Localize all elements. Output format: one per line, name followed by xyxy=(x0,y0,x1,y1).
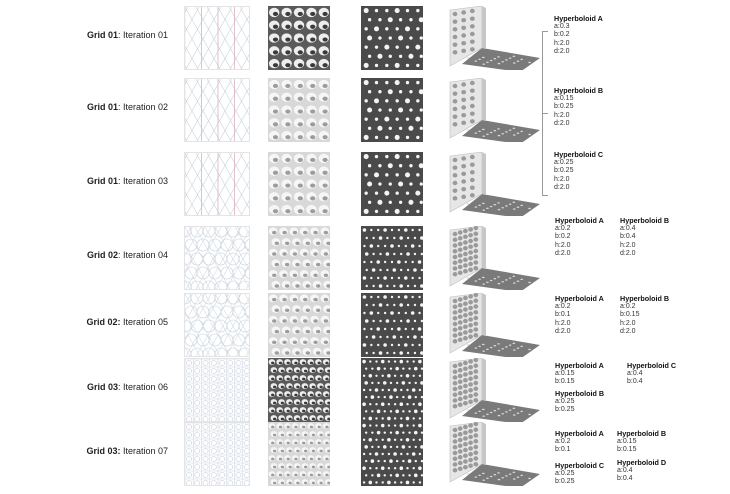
grid-pattern-image-svg xyxy=(185,423,250,486)
hyperboloid-param-value: a:0.2 xyxy=(555,303,571,311)
perforation-pattern-image-svg xyxy=(361,152,423,216)
hyperboloid-params xyxy=(555,362,604,387)
hyperboloid-param-value: b:0.15 xyxy=(555,378,575,386)
hyperboloid-param-value: a:0.4 xyxy=(620,225,636,233)
iteration-name: : Iteration 04 xyxy=(117,250,168,260)
hyperboloid-param-value: a:0.2 xyxy=(620,303,636,311)
hyperboloid-param-value: a:0.4 xyxy=(627,370,643,378)
hyperboloid-name: Hyperboloid A xyxy=(555,216,604,225)
perforation-pattern-image xyxy=(361,152,423,216)
hyperboloid-name: Hyperboloid D xyxy=(617,458,667,467)
row-label xyxy=(0,176,168,186)
grid-name: Grid 01 xyxy=(86,176,118,186)
hyperboloid-name: Hyperboloid C xyxy=(555,461,605,470)
hyperboloid-param-value: d:2.0 xyxy=(554,183,570,191)
hyperboloid-name: Hyperboloid A xyxy=(555,361,604,370)
perforation-pattern-image xyxy=(361,78,423,142)
perspective-render-image-svg xyxy=(448,226,540,290)
iteration-row xyxy=(0,6,730,70)
surface-render-image-svg xyxy=(268,358,330,422)
perspective-render-image-svg xyxy=(448,6,540,70)
hyperboloid-params xyxy=(555,430,604,455)
iteration-name: : Iteration 02 xyxy=(117,102,168,112)
hyperboloid-param-value: d:2.0 xyxy=(620,327,636,335)
perspective-render-image xyxy=(448,293,540,357)
perspective-render-image xyxy=(448,78,540,142)
iteration-name: : Iteration 06 xyxy=(117,382,168,392)
hyperboloid-param-value: b:0.1 xyxy=(555,311,571,319)
hyperboloid-param-value: a:0.4 xyxy=(617,467,633,475)
bracket-tick xyxy=(542,195,548,196)
hyperboloid-params xyxy=(554,87,603,128)
perspective-render-image xyxy=(448,226,540,290)
hyperboloid-name: Hyperboloid B xyxy=(555,389,605,398)
grid-name: Grid 03 xyxy=(86,382,118,392)
hyperboloid-name: Hyperboloid A xyxy=(555,294,604,303)
bracket-tick xyxy=(542,113,548,114)
hyperboloid-param-value: a:0.2 xyxy=(555,225,571,233)
perforation-pattern-image xyxy=(361,293,423,357)
perforation-pattern-image xyxy=(361,226,423,290)
iteration-name: : Iteration 03 xyxy=(117,176,168,186)
hyperboloid-param-value: b:0.4 xyxy=(617,475,633,483)
hyperboloid-name: Hyperboloid C xyxy=(554,150,604,159)
grid-pattern-image-svg xyxy=(185,359,250,422)
iteration-row xyxy=(0,78,730,142)
hyperboloid-params xyxy=(555,295,604,336)
hyperboloid-params xyxy=(617,459,666,484)
hyperboloid-param-value: b:0.2 xyxy=(554,31,570,39)
hyperboloid-param-value: a:0.25 xyxy=(555,470,575,478)
grid-pattern-image xyxy=(184,152,250,216)
hyperboloid-params xyxy=(627,362,676,387)
hyperboloid-name: Hyperboloid B xyxy=(554,86,604,95)
perforation-pattern-image xyxy=(361,358,423,422)
surface-render-image xyxy=(268,358,330,422)
hyperboloid-param-value: a:0.15 xyxy=(554,95,574,103)
grid-name: Grid 03: xyxy=(86,446,121,456)
perforation-pattern-image-svg xyxy=(361,422,423,486)
perspective-render-image xyxy=(448,152,540,216)
hyperboloid-param-value: b:0.2 xyxy=(555,233,571,241)
perspective-render-image-svg xyxy=(448,152,540,216)
hyperboloid-name: Hyperboloid C xyxy=(627,361,677,370)
hyperboloid-params xyxy=(620,217,669,258)
hyperboloid-param-value: a:0.15 xyxy=(617,438,637,446)
perspective-render-image-svg xyxy=(448,422,540,486)
grid-pattern-image-svg xyxy=(185,7,250,70)
hyperboloid-param-value: b:0.25 xyxy=(555,406,575,414)
grid-pattern-image-svg xyxy=(185,227,250,290)
row-label xyxy=(0,102,168,112)
perspective-render-image-svg xyxy=(448,78,540,142)
surface-render-image xyxy=(268,78,330,142)
perforation-pattern-image-svg xyxy=(361,6,423,70)
iteration-row xyxy=(0,358,730,422)
hyperboloid-param-value: b:0.4 xyxy=(627,378,643,386)
surface-render-image xyxy=(268,226,330,290)
perspective-render-image xyxy=(448,358,540,422)
grid-pattern-image-svg xyxy=(185,153,250,216)
hyperboloid-param-value: a:0.3 xyxy=(554,23,570,31)
hyperboloid-param-value: a:0.25 xyxy=(554,159,574,167)
hyperboloid-param-value: h:2.0 xyxy=(554,111,570,119)
hyperboloid-param-value: d:2.0 xyxy=(555,249,571,257)
surface-render-image xyxy=(268,6,330,70)
hyperboloid-param-value: h:2.0 xyxy=(554,175,570,183)
perspective-render-image xyxy=(448,422,540,486)
perspective-render-image-svg xyxy=(448,293,540,357)
grid-pattern-image-svg xyxy=(185,79,250,142)
grid-name: Grid 01 xyxy=(86,102,118,112)
hyperboloid-param-value: d:2.0 xyxy=(620,249,636,257)
surface-render-image xyxy=(268,293,330,357)
hyperboloid-param-value: b:0.25 xyxy=(554,103,574,111)
hyperboloid-param-value: b:0.25 xyxy=(554,167,574,175)
hyperboloid-param-value: h:2.0 xyxy=(555,241,571,249)
iteration-name: : Iteration 01 xyxy=(117,30,168,40)
hyperboloid-name: Hyperboloid B xyxy=(617,429,667,438)
row-label xyxy=(0,30,168,40)
perforation-pattern-image xyxy=(361,422,423,486)
grid-pattern-image xyxy=(184,226,250,290)
row-label xyxy=(0,317,168,327)
surface-render-image xyxy=(268,152,330,216)
surface-render-image-svg xyxy=(268,6,330,70)
hyperboloid-name: Hyperboloid A xyxy=(555,429,604,438)
perforation-pattern-image-svg xyxy=(361,293,423,357)
hyperboloid-params xyxy=(555,390,604,415)
grid-pattern-image xyxy=(184,293,250,357)
surface-render-image-svg xyxy=(268,226,330,290)
hyperboloid-param-value: d:2.0 xyxy=(554,47,570,55)
surface-render-image-svg xyxy=(268,78,330,142)
row-label xyxy=(0,446,168,456)
hyperboloid-params xyxy=(554,15,603,56)
hyperboloid-params xyxy=(617,430,666,455)
grid-pattern-image xyxy=(184,78,250,142)
iteration-name: Iteration 07 xyxy=(120,446,168,456)
surface-render-image xyxy=(268,422,330,486)
hyperboloid-param-value: h:2.0 xyxy=(555,319,571,327)
hyperboloid-param-value: b:0.1 xyxy=(555,446,571,454)
row-label xyxy=(0,250,168,260)
grid-name: Grid 02 xyxy=(86,250,118,260)
perspective-render-image-svg xyxy=(448,358,540,422)
surface-render-image-svg xyxy=(268,422,330,486)
perforation-pattern-image-svg xyxy=(361,78,423,142)
hyperboloid-param-value: a:0.25 xyxy=(555,398,575,406)
hyperboloid-param-value: b:0.25 xyxy=(555,478,575,486)
hyperboloid-params xyxy=(555,217,604,258)
hyperboloid-param-value: d:2.0 xyxy=(555,327,571,335)
surface-render-image-svg xyxy=(268,293,330,357)
hyperboloid-param-value: b:0.15 xyxy=(617,446,637,454)
perforation-pattern-image xyxy=(361,6,423,70)
hyperboloid-param-value: b:0.4 xyxy=(620,233,636,241)
hyperboloid-params xyxy=(554,151,603,192)
iteration-name: Iteration 05 xyxy=(120,317,168,327)
perforation-pattern-image-svg xyxy=(361,226,423,290)
perforation-pattern-image-svg xyxy=(361,358,423,422)
bracket-tick xyxy=(542,31,548,32)
hyperboloid-param-value: d:2.0 xyxy=(554,119,570,127)
hyperboloid-param-value: h:2.0 xyxy=(620,241,636,249)
perspective-render-image xyxy=(448,6,540,70)
iteration-row xyxy=(0,152,730,216)
hyperboloid-params xyxy=(620,295,669,336)
grid-pattern-image xyxy=(184,422,250,486)
grid-pattern-image-svg xyxy=(185,294,250,357)
hyperboloid-name: Hyperboloid B xyxy=(620,294,670,303)
hyperboloid-param-value: h:2.0 xyxy=(620,319,636,327)
row-label xyxy=(0,382,168,392)
hyperboloid-param-value: a:0.2 xyxy=(555,438,571,446)
hyperboloid-name: Hyperboloid A xyxy=(554,14,603,23)
hyperboloid-param-value: h:2.0 xyxy=(554,39,570,47)
grid-pattern-image xyxy=(184,6,250,70)
hyperboloid-param-value: b:0.15 xyxy=(620,311,640,319)
hyperboloid-name: Hyperboloid B xyxy=(620,216,670,225)
hyperboloid-param-value: a:0.15 xyxy=(555,370,575,378)
grid-name: Grid 01 xyxy=(86,30,118,40)
surface-render-image-svg xyxy=(268,152,330,216)
grid-pattern-image xyxy=(184,358,250,422)
hyperboloid-params xyxy=(555,462,604,487)
grid-name: Grid 02: xyxy=(86,317,121,327)
